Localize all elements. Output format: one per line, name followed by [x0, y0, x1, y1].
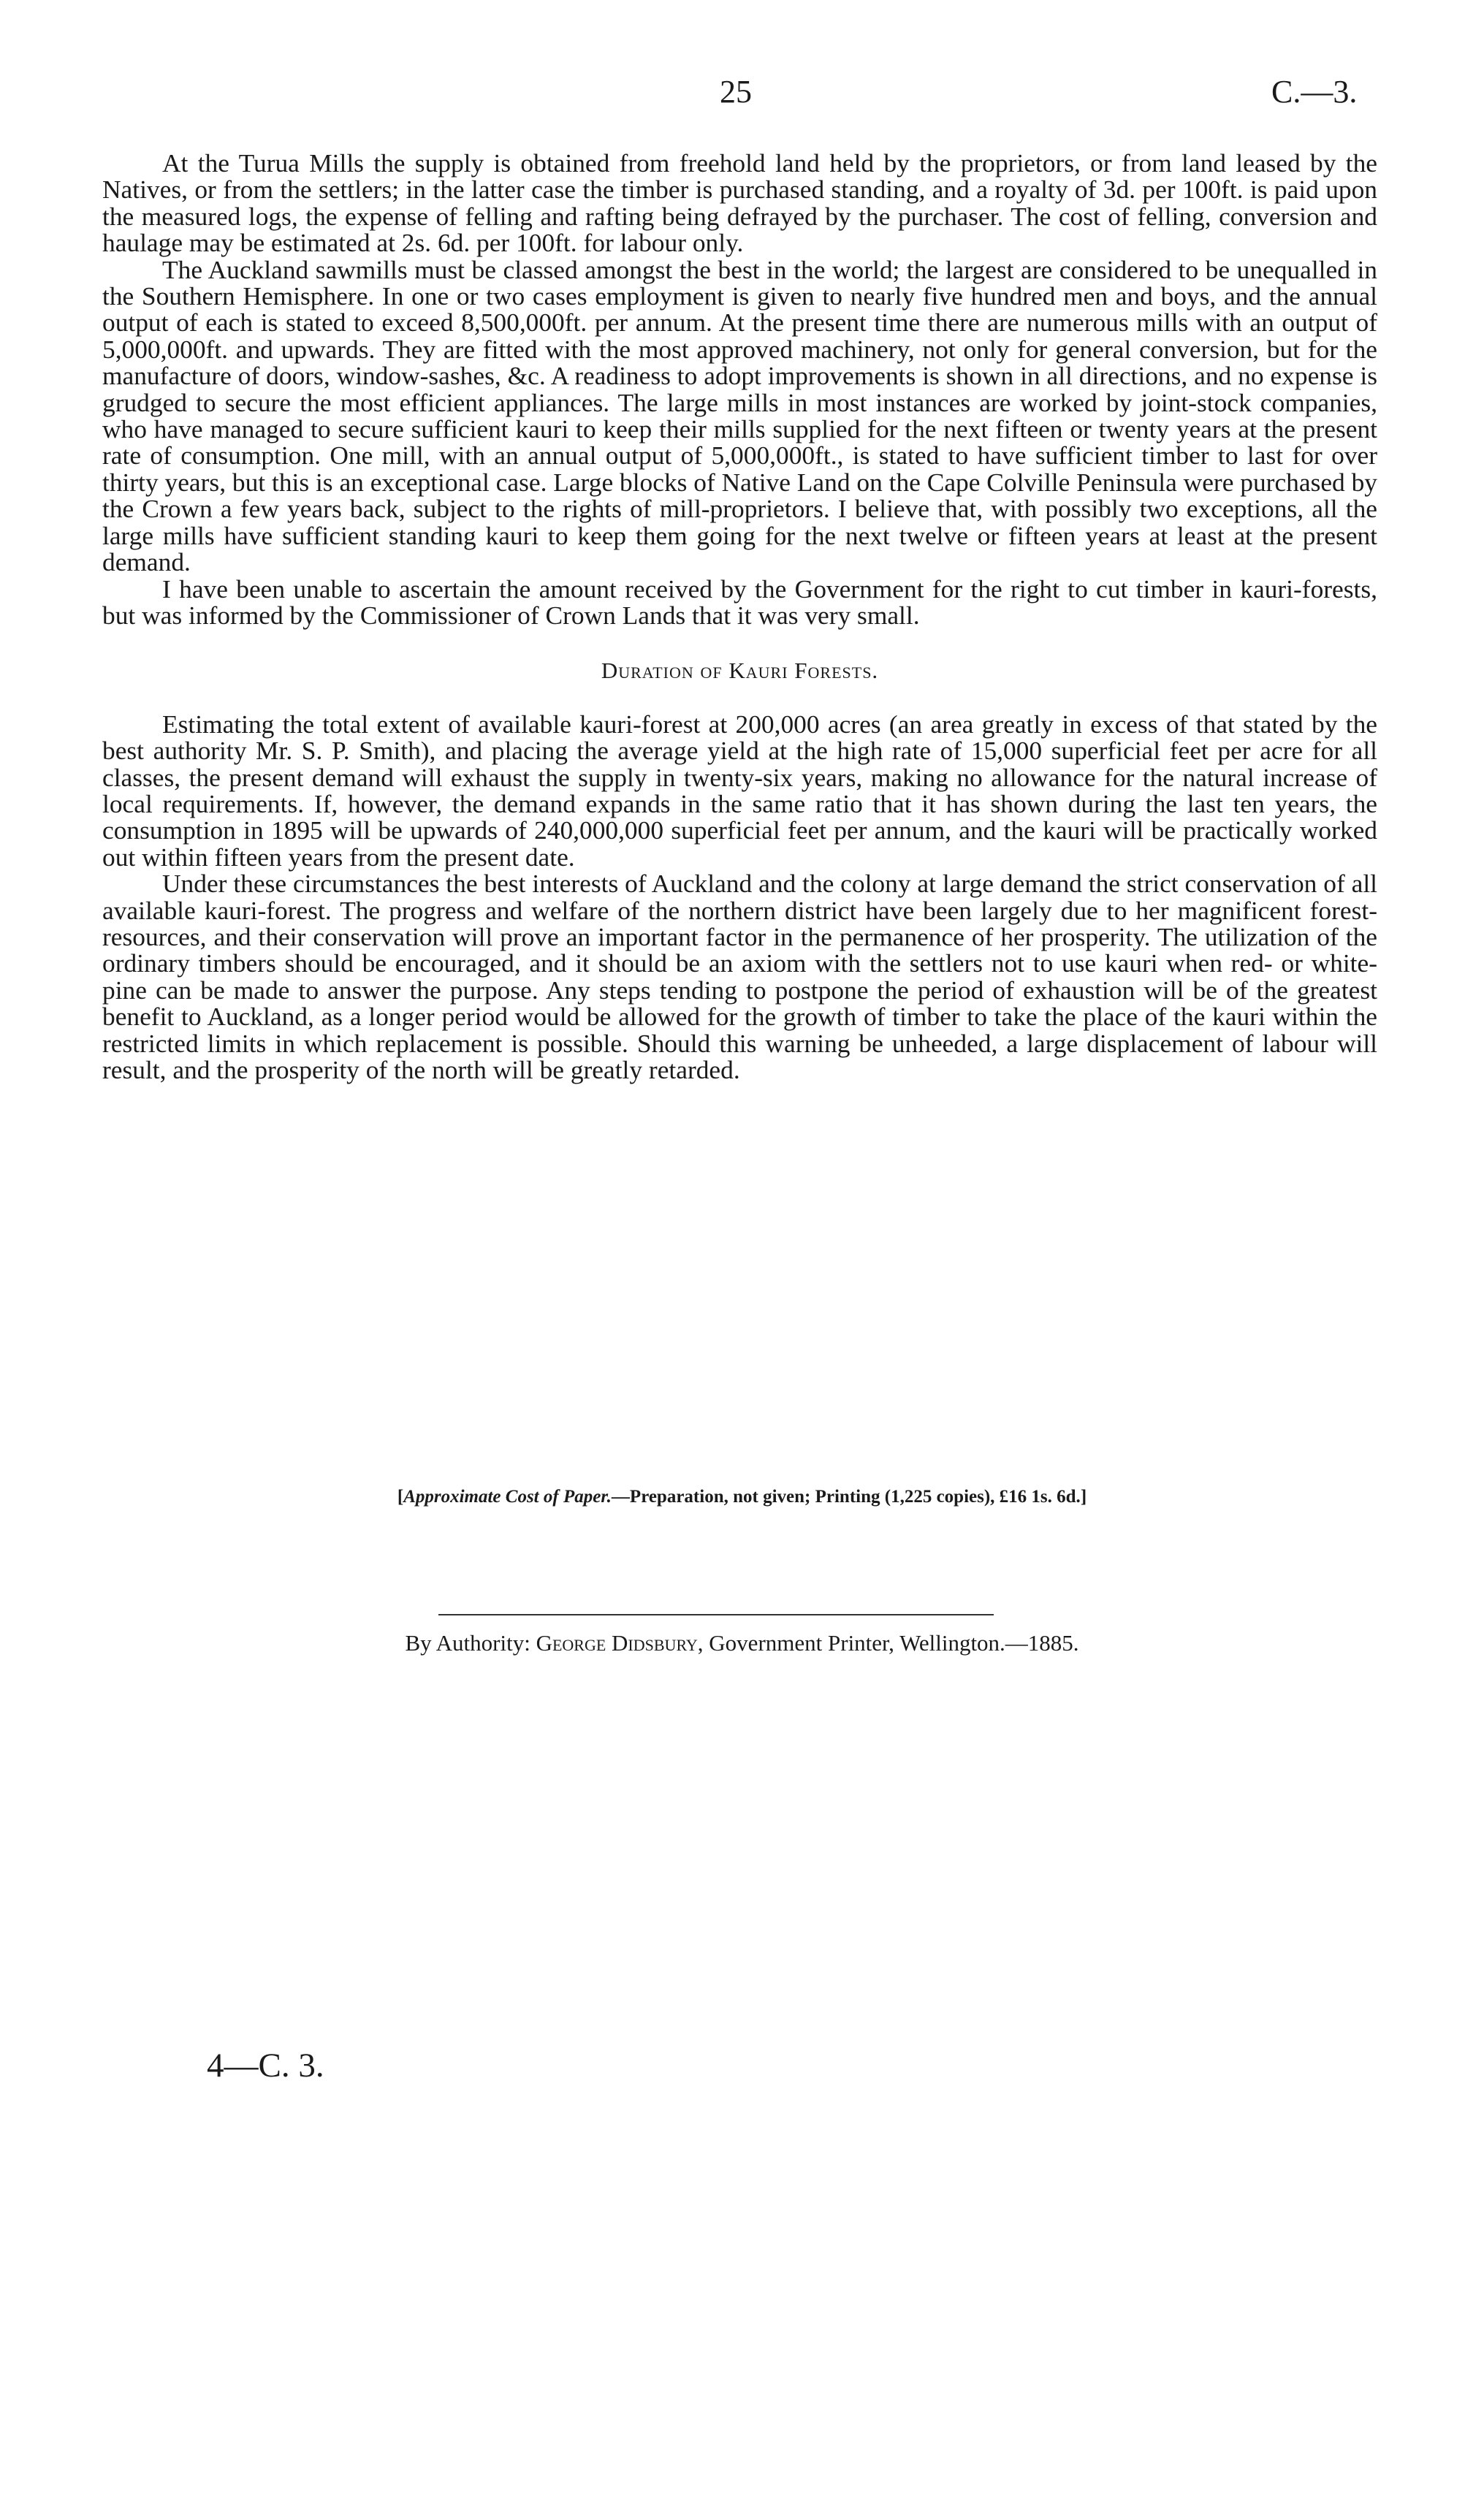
paragraph-government-revenue: I have been unable to ascertain the amount received by the Government for the right to cut timber in kauri-forests, but was informed by the Commissioner of Crown Lands that it was very small. — [102, 574, 1377, 630]
imprint-line — [0, 1630, 1484, 1656]
paragraph-auckland-sawmills: The Auckland sawmills must be classed amongst the best in the world; the largest are considered to be unequalled in the Southern Hemisphere. In one or two cases employment is given to nearly five hundred men and boys, and the annual output of each is stated to exceed 8,500,000ft. per annum. At the present time there are numerous mills with an output of 5,000,000ft. and upwards. They are fitted with the most approved machinery, not only for general conversion, but for the manufacture of doors, window-sashes, &c. A readiness to adopt improvements is shown in all directions, and no expense is grudged to secure the most efficient appliances. The large mills in most instances are worked by joint-stock companies, who have managed to secure sufficient kauri to keep their mills supplied for the next fifteen or twenty years at the present rate of consumption. One mill, with an annual output of 5,000,000ft., is stated to have sufficient timber to last for over thirty years, but this is an exceptional case. Large blocks of Native Land on the Cape Colville Peninsula were purchased by the Crown a few years back, subject to the rights of mill-proprietors. I believe that, with possibly two exceptions, all the large mills have sufficient standing kauri to keep them going for the next twelve or fifteen years at least at the present demand. — [102, 254, 1377, 577]
signature-mark: 4—C. 3. — [207, 2047, 324, 2085]
cost-bracket-close: ] — [1080, 1487, 1087, 1507]
cost-note — [0, 1487, 1484, 1507]
document-code: C.—3. — [1271, 74, 1358, 110]
printer-name: George Didsbury — [536, 1630, 698, 1656]
page-number: 25 — [720, 74, 752, 110]
imprint-prefix: By Authority: — [405, 1630, 536, 1656]
paragraph-conservation: Under these circumstances the best interests of Auckland and the colony at large demand the strict conservation of all available kauri-forest. The progress and welfare of the northern district have been largely due to her magnificent forest-resources, and their conservation will prove an important factor in the permanence of her prosperity. The utilization of the ordinary timbers should be encouraged, and it should be an axiom with the settlers not to use kauri when red- or white-pine can be made to answer the purpose. Any steps tending to postpone the period of exhaustion will be of the greatest benefit to Auckland, as a longer period would be allowed for the growth of timber to take the place of the kauri within the restricted limits in which replacement is possible. Should this warning be unheeded, a large displacement of labour will result, and the prosperity of the north will be greatly retarded. — [102, 869, 1377, 1084]
cost-bracket-open: [ — [397, 1487, 404, 1507]
section-heading: Duration of Kauri Forests. — [601, 658, 879, 684]
cost-detail: —Preparation, not given; Printing (1,225 copies), £16 1s. 6d. — [611, 1487, 1081, 1507]
body-text — [102, 150, 1377, 1083]
cost-label: Approximate Cost of Paper. — [403, 1487, 612, 1507]
paragraph-turua-mills: At the Turua Mills the supply is obtained from freehold land held by the proprietors, or from land leased by the Natives, or from the settlers; in the latter case the timber is purchased standing, and a royalty of 3d. per 100ft. is paid upon the measured logs, the expense of felling and rafting being defrayed by the purchaser. The cost of felling, conversion and haulage may be estimated at 2s. 6d. per 100ft. for labour only. — [102, 148, 1377, 258]
paragraph-estimate: Estimating the total extent of available kauri-forest at 200,000 acres (an area greatly in excess of that stated by the best authority Mr. S. P. Smith), and placing the average yield at the high rate of 15,000 superficial feet per acre for all classes, the present demand will exhaust the supply in twenty-six years, making no allowance for the natural increase of local requirements. If, however, the demand expands in the same ratio that it has shown during the last ten years, the consumption in 1895 will be upwards of 240,000,000 superficial feet per annum, and the kauri will be practically worked out within fifteen years from the present date. — [102, 709, 1377, 872]
imprint-suffix: , Government Printer, Wellington.—1885. — [697, 1630, 1079, 1656]
divider-rule — [438, 1614, 994, 1615]
